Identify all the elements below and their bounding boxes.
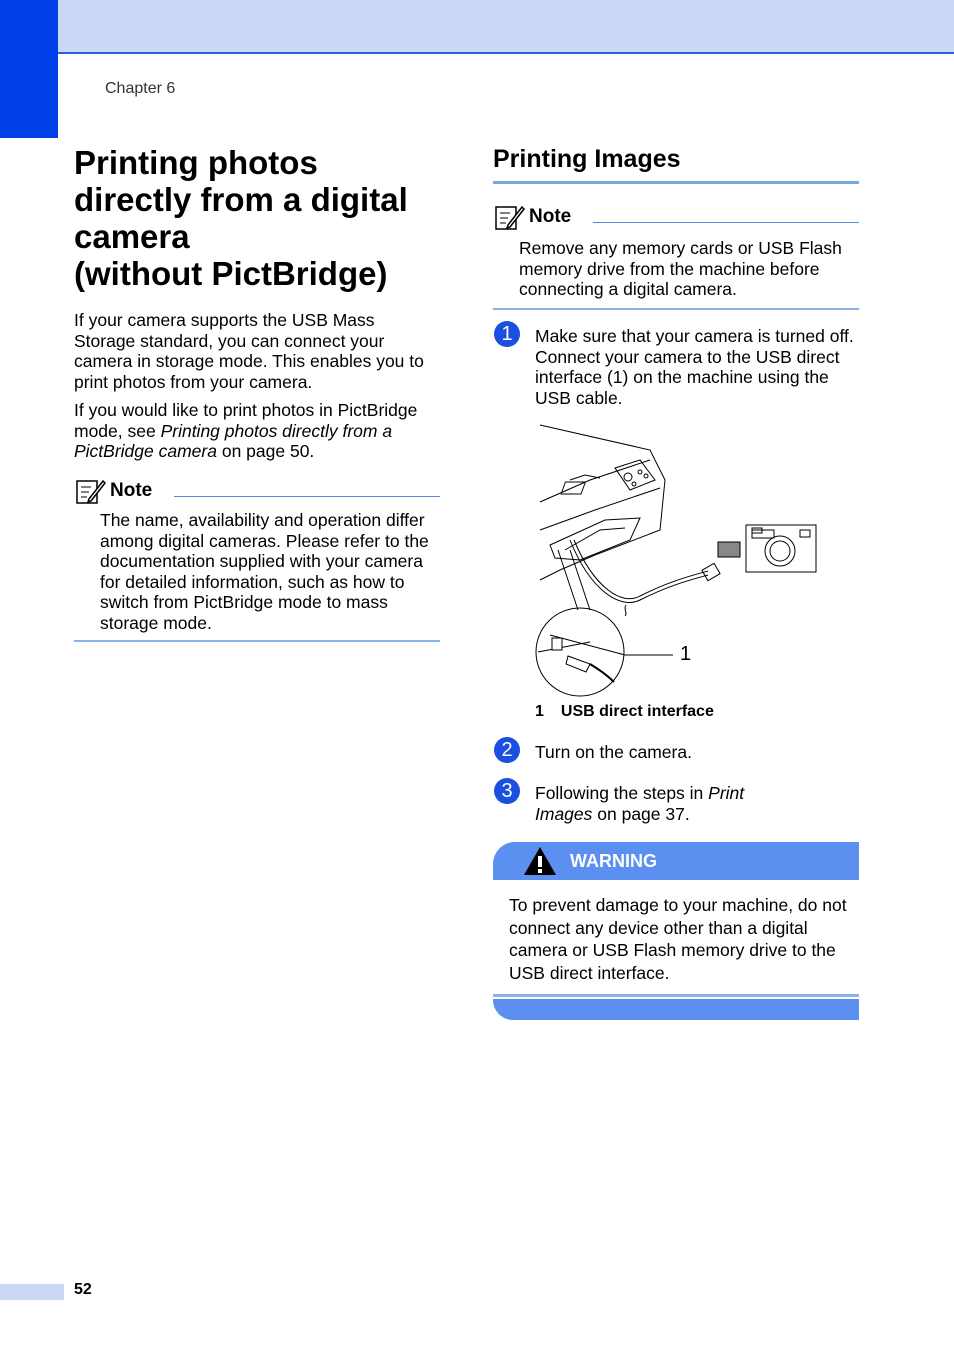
note-header	[495, 203, 859, 231]
note-line	[174, 496, 440, 497]
intro-paragraph: If your camera supports the USB Mass Storage standard, you can connect your camera in storage mode. This enables you to print photos from your camera.	[74, 310, 424, 392]
note-header	[76, 477, 440, 505]
note-text: Remove any memory cards or USB Flash memory drive from the machine before connecting a digital camera.	[519, 238, 842, 299]
warning-icon	[522, 845, 558, 877]
footer-bar	[0, 1284, 64, 1300]
print-images-link[interactable]: Print Images	[535, 783, 745, 824]
note-bottom-rule	[493, 308, 859, 310]
note-label: Note	[110, 480, 153, 501]
note-label: Note	[529, 206, 572, 227]
step-number: 3	[494, 778, 520, 804]
title-line: (without PictBridge)	[74, 255, 388, 292]
caption-number: 1	[535, 703, 544, 720]
step-text-part: Following the steps in	[535, 783, 709, 803]
note-bottom-rule	[74, 640, 440, 642]
page-number: 52	[74, 1281, 92, 1298]
section-rule	[493, 181, 859, 184]
figure-caption	[535, 703, 714, 721]
page-title	[74, 144, 454, 292]
step-number: 2	[494, 737, 520, 763]
title-line: Printing photos	[74, 144, 318, 181]
title-line: directly from a digital	[74, 181, 408, 218]
step-text-part: on page 37.	[592, 803, 690, 824]
pictbridge-link[interactable]: Printing photos directly from a PictBridge camera	[74, 420, 393, 461]
pictbridge-paragraph	[74, 400, 440, 462]
step-text: Turn on the camera.	[535, 742, 692, 762]
warning-end-bar	[493, 997, 859, 1020]
header-bar	[58, 0, 954, 54]
step-number: 1	[494, 321, 520, 347]
step-text: Make sure that your camera is turned off. Connect your camera to the USB direct interface (1) on the machine using the USB cable.	[535, 326, 854, 408]
title-line: camera	[74, 218, 190, 255]
para-text: If you would like to print photos in PictBridge mode, see	[74, 400, 418, 441]
chapter-label: Chapter 6	[105, 80, 176, 97]
note-pencil-icon	[76, 477, 106, 505]
step-text	[535, 783, 775, 824]
section-title: Printing Images	[493, 145, 681, 173]
para-text: on page 50.	[216, 441, 315, 461]
usb-connection-figure	[530, 420, 830, 702]
note-text: The name, availability and operation differ among digital cameras. Please refer to the documentation supplied with your camera for detailed information, such as how to switch from PictBridge mode to mass storage mode.	[100, 510, 429, 633]
figure-callout: 1	[680, 643, 692, 665]
warning-label: WARNING	[570, 851, 657, 871]
chapter-tab	[0, 0, 58, 138]
note-line	[593, 222, 859, 223]
note-pencil-icon	[495, 203, 525, 231]
warning-text: To prevent damage to your machine, do not connect any device other than a digital camera or USB Flash memory drive to the USB direct interface.	[509, 895, 847, 983]
caption-text: USB direct interface	[560, 703, 714, 720]
